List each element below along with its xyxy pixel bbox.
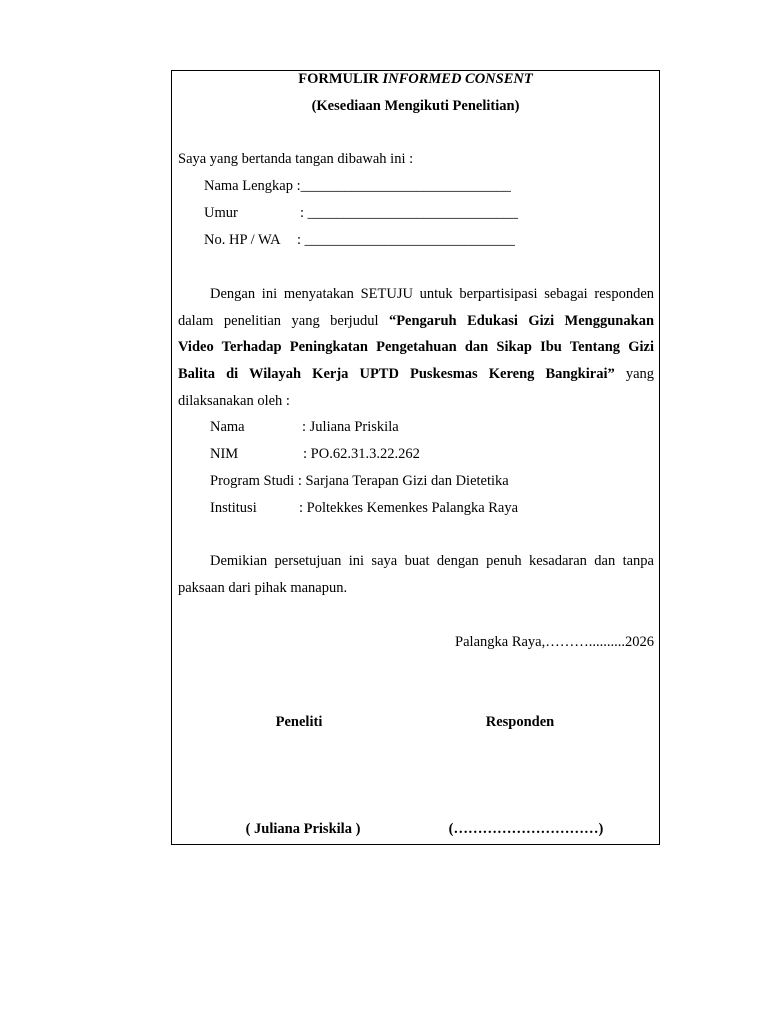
- field-label: NIM: [210, 446, 239, 462]
- title-prefix: FORMULIR: [298, 71, 383, 87]
- research-title-part: “Pengaruh Edukasi Gizi Menggunakan: [388, 313, 655, 329]
- field-label: Nama: [210, 419, 245, 435]
- field-value: : PO.62.31.3.22.262: [303, 446, 420, 462]
- title-italic: INFORMED CONSENT: [382, 71, 533, 87]
- form-title: [171, 71, 660, 88]
- field-value: : Sarjana Terapan Gizi dan Dietetika: [297, 473, 509, 489]
- field-blank: _____________________________: [300, 178, 511, 194]
- field-value: : Poltekkes Kemenkes Palangka Raya: [299, 500, 519, 516]
- research-title-part: Balita di Wilayah Kerja UPTD Puskesmas Kereng Bangkirai”: [178, 366, 615, 382]
- field-blank: _____________________________: [307, 205, 518, 221]
- field-full-name: [204, 178, 511, 195]
- place-date: Palangka Raya,………..........2026: [455, 634, 654, 650]
- statement-line-4: [178, 366, 654, 383]
- field-label: Institusi: [210, 500, 257, 516]
- researcher-institution: [210, 500, 518, 517]
- signature-role-researcher: Peneliti: [275, 714, 323, 730]
- signature-name-researcher: ( Juliana Priskila ): [245, 821, 361, 837]
- statement-line-1: Dengan ini menyatakan SETUJU untuk berpartisipasi sebagai responden: [210, 286, 654, 302]
- field-value: : Juliana Priskila: [302, 419, 399, 435]
- field-label: Program Studi: [210, 473, 295, 489]
- statement-text: yang: [614, 366, 654, 382]
- signature-role-respondent: Responden: [485, 714, 555, 730]
- field-sep: :: [300, 205, 305, 221]
- closing-line-1: Demikian persetujuan ini saya buat dengan penuh kesadaran dan tanpa: [210, 553, 654, 569]
- field-label: Nama Lengkap :: [204, 178, 301, 194]
- researcher-name: [210, 419, 399, 436]
- statement-line-2: [178, 313, 654, 330]
- researcher-nim: [210, 446, 420, 463]
- field-sep: :: [297, 232, 302, 248]
- field-blank: _____________________________: [304, 232, 515, 248]
- form-subtitle: (Kesediaan Mengikuti Penelitian): [311, 98, 520, 114]
- field-phone: [204, 232, 515, 249]
- field-age: [204, 205, 518, 222]
- researcher-program: [210, 473, 509, 490]
- statement-text: dalam penelitian yang berjudul: [178, 313, 389, 329]
- closing-line-2: paksaan dari pihak manapun.: [178, 580, 348, 596]
- field-label: No. HP / WA: [204, 232, 281, 248]
- signature-name-respondent: (…………………………): [448, 821, 604, 837]
- field-label: Umur: [204, 205, 238, 221]
- statement-line-3: Video Terhadap Peningkatan Pengetahuan dan Sikap Ibu Tentang Gizi: [178, 339, 654, 355]
- intro-text: Saya yang bertanda tangan dibawah ini :: [178, 151, 414, 167]
- statement-line-5: dilaksanakan oleh :: [178, 393, 290, 409]
